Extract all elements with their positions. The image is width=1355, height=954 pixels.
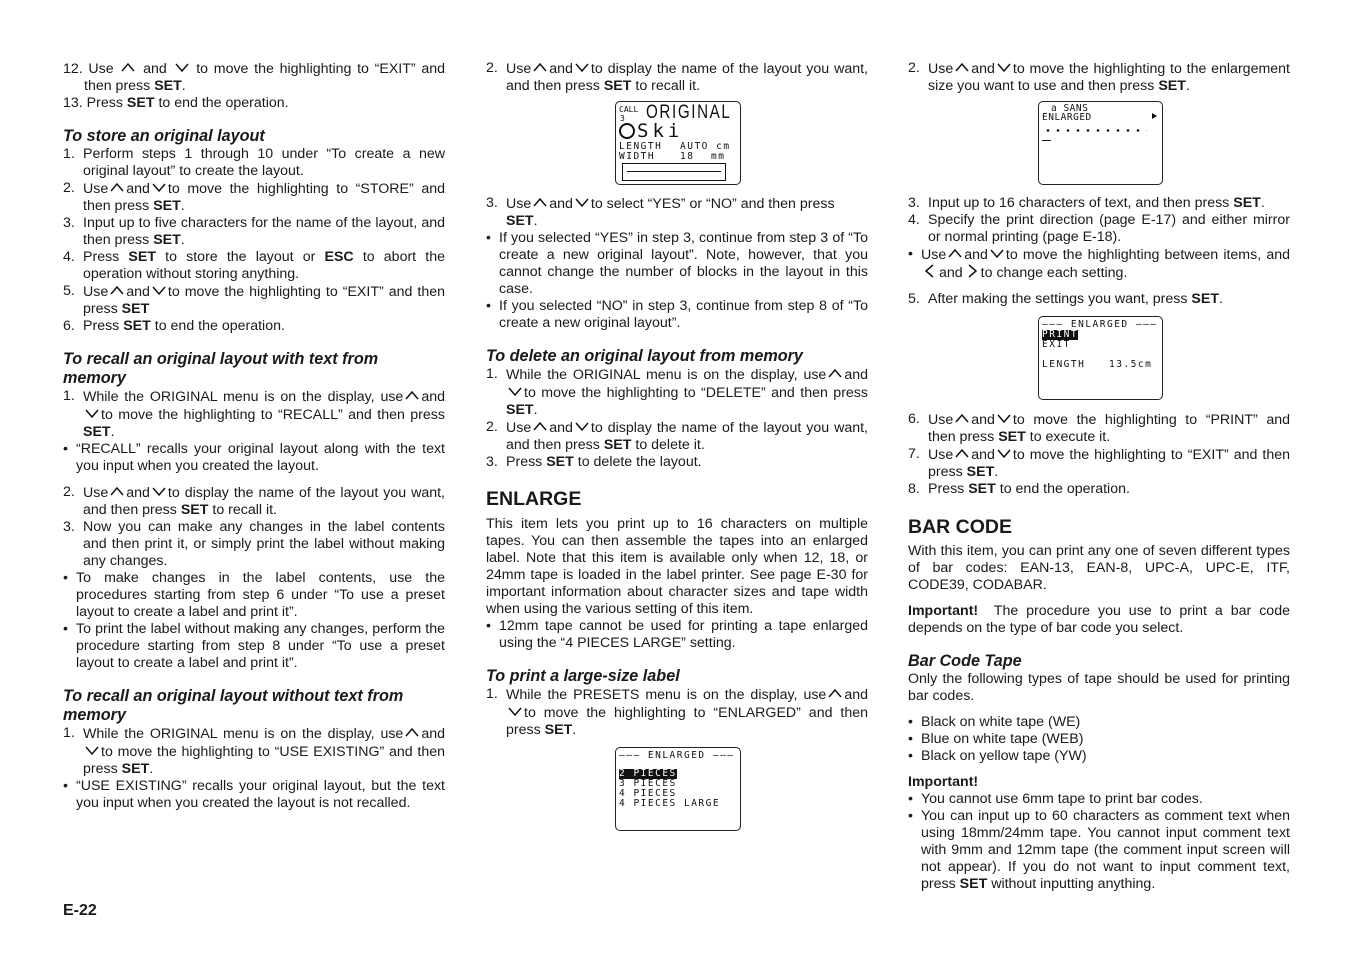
- without-bullet: • “USE EXISTING” recalls your original layout, but the text you input when you created the layout is not recalled.: [63, 778, 445, 811]
- lcd-enlarged-print: ––– ENLARGED ––– PRINT EXIT LENGTH 13.5cm: [1038, 316, 1163, 400]
- up-arrow-icon: [533, 60, 547, 74]
- step-12: 12. Use and to move the highlighting to “EXIT” and then press SET.: [63, 61, 445, 94]
- column-right: [908, 60, 1290, 893]
- up-arrow-icon: [828, 686, 842, 700]
- delete-step-3: 3. Press SET to delete the layout.: [486, 454, 702, 470]
- up-arrow-icon: [948, 246, 962, 260]
- enlarge-step-6: 6. Use and to move the highlighting to “PRINT” and then press SET to execute it.: [908, 411, 1290, 445]
- enlarge-step-7: 7. Use and to move the highlighting to “EXIT” and then press SET.: [908, 446, 1290, 480]
- up-arrow-icon: [110, 283, 124, 297]
- step-13: 13. Press SET to end the operation.: [63, 95, 289, 111]
- heading-enlarge: ENLARGE: [486, 488, 582, 510]
- bar-code-important: Important! The procedure you use to print a bar code depends on the type of bar code you select.: [908, 603, 1290, 636]
- bar-code-paragraph: With this item, you can print any one of seven different types of bar codes: EAN-13, EAN-8, UPC-A, UPC-E, ITF, CODE39, CODABAR.: [908, 543, 1290, 593]
- store-step-4: 4. Press SET to store the layout or ESC to abort the operation without storing anything.: [63, 249, 445, 282]
- enlarge-bullet: • 12mm tape cannot be used for printing a tape enlarged using the “4 PIECES LARGE” setting.: [486, 618, 868, 651]
- up-arrow-icon: [121, 60, 135, 74]
- recall-step-3: 3. Now you can make any changes in the label contents and then print it, or simply print the label without making any changes.: [63, 519, 445, 569]
- lcd-original-display: CALL 3 ORIGINAL Ski LENGTH AUTO cm WIDTH 18 mm: [615, 101, 741, 185]
- down-arrow-icon: [575, 195, 589, 209]
- down-arrow-icon: [990, 246, 1004, 260]
- scroll-indicator-icon: [1152, 113, 1157, 119]
- store-step-3: 3. Input up to five characters for the name of the layout, and then press SET.: [63, 215, 445, 248]
- column-left: [63, 60, 445, 812]
- selected-option: PRINT: [1042, 329, 1079, 340]
- store-step-6: 6. Press SET to end the operation.: [63, 318, 285, 334]
- up-arrow-icon: [405, 725, 419, 739]
- up-arrow-icon: [828, 366, 842, 380]
- section-title-large: To print a large-size label: [486, 667, 680, 685]
- recall-bullet-3: • To print the label without making any changes, perform the procedure starting from step 8 under “To use a preset layout to create a label and print it”.: [63, 621, 445, 671]
- store-step-5: 5. Use and to move the highlighting to “EXIT” and then press SET: [63, 283, 445, 317]
- large-step-1: 1. While the PRESETS menu is on the display, use and to move the highlighting to “ENLARGED” and then press SET.: [486, 686, 868, 738]
- left-arrow-icon: [923, 264, 937, 278]
- down-arrow-icon: [152, 484, 166, 498]
- right-arrow-icon: [965, 264, 979, 278]
- down-arrow-icon: [508, 384, 522, 398]
- up-arrow-icon: [955, 60, 969, 74]
- heading-bar-code: BAR CODE: [908, 516, 1013, 538]
- up-arrow-icon: [110, 484, 124, 498]
- enlarge-setting-bullet: • Use and to move the highlighting between items, and and to change each setting.: [908, 246, 1290, 281]
- down-arrow-icon: [175, 60, 189, 74]
- no-bullet: • If you selected “NO” in step 3, continue from step 8 of “To create a new original layout”.: [486, 298, 868, 331]
- section-title-delete: To delete an original layout from memory: [486, 347, 803, 365]
- lcd-enlarged-input: a SANS ENLARGED: [1038, 101, 1163, 185]
- cursor-circle-icon: [619, 123, 635, 139]
- recall-name-step-2: 2. Use and to display the name of the layout you want, and then press SET to recall it.: [486, 60, 868, 94]
- up-arrow-icon: [110, 180, 124, 194]
- column-middle: [486, 60, 868, 831]
- character-dots: [1043, 129, 1147, 132]
- down-arrow-icon: [85, 743, 99, 757]
- enlarge-step-5: 5. After making the settings you want, press SET.: [908, 291, 1223, 307]
- down-arrow-icon: [997, 411, 1011, 425]
- recall-step-2: 2. Use and to display the name of the layout you want, and then press SET to recall it.: [63, 484, 445, 518]
- recall-step-1: 1. While the ORIGINAL menu is on the display, use and to move the highlighting to “RECALL” and then press SET.: [63, 388, 445, 440]
- down-arrow-icon: [85, 406, 99, 420]
- important-bullet-2: • You can input up to 60 characters as comment text when using 18mm/24mm tape. You cannot input comment text with 9mm and 12mm tape (the comment input screen will not appear). If you do not want to input comment text, press SET without inputting anything.: [908, 808, 1290, 892]
- down-arrow-icon: [997, 446, 1011, 460]
- enlarge-step-4: 4. Specify the print direction (page E-17) and either mirror or normal printing (page E-18).: [908, 212, 1290, 245]
- section-title-without: To recall an original layout without text from memory: [63, 687, 404, 724]
- down-arrow-icon: [152, 283, 166, 297]
- recall-bullet-2: • To make changes in the label contents, use the procedures starting from step 6 under “To use a preset layout to create a label and print it”.: [63, 570, 445, 620]
- down-arrow-icon: [508, 704, 522, 718]
- enlarge-step-2: 2. Use and to move the highlighting to the enlargement size you want to use and then press SET.: [908, 60, 1290, 94]
- section-title-tape: Bar Code Tape: [908, 652, 1022, 670]
- up-arrow-icon: [405, 388, 419, 402]
- enlarge-step-3: 3. Input up to 16 characters of text, and then press SET.: [908, 195, 1265, 211]
- section-title-recall: To recall an original layout with text from memory: [63, 350, 379, 387]
- up-arrow-icon: [955, 446, 969, 460]
- store-step-1: 1. Perform steps 1 through 10 under “To create a new original layout” to create the layout.: [63, 146, 445, 179]
- selected-option: 2 PIECES: [619, 768, 677, 779]
- up-arrow-icon: [533, 419, 547, 433]
- tape-paragraph: Only the following types of tape should be used for printing bar codes.: [908, 671, 1290, 704]
- yes-no-step-3: 3. Use and to select “YES” or “NO” and then press SET.: [486, 195, 835, 229]
- tape-item-yw: • Black on yellow tape (YW): [908, 748, 1087, 764]
- important-bullet-1: • You cannot use 6mm tape to print bar codes.: [908, 791, 1203, 807]
- down-arrow-icon: [152, 180, 166, 194]
- down-arrow-icon: [575, 419, 589, 433]
- section-title-store: To store an original layout: [63, 127, 265, 145]
- up-arrow-icon: [955, 411, 969, 425]
- important-label: Important!: [908, 774, 979, 790]
- store-step-2: 2. Use and to move the highlighting to “STORE” and then press SET.: [63, 180, 445, 214]
- block-layout-bar: [622, 163, 726, 181]
- text-cursor: [1042, 140, 1051, 141]
- down-arrow-icon: [575, 60, 589, 74]
- up-arrow-icon: [533, 195, 547, 209]
- without-step-1: 1. While the ORIGINAL menu is on the display, use and to move the highlighting to “USE EXISTING” and then press SET.: [63, 725, 445, 777]
- enlarge-paragraph: This item lets you print up to 16 characters on multiple tapes. You can then assemble the tapes into an enlarged label. Note that this item is available only when 12, 18, or 24mm tape is loaded in the label printer. See page E-30 for important information about character sizes and tape width when using the various setting of this item.: [486, 516, 868, 617]
- tape-item-web: • Blue on white tape (WEB): [908, 731, 1084, 747]
- down-arrow-icon: [997, 60, 1011, 74]
- page-number: E-22: [63, 902, 97, 919]
- lcd-enlarged-pieces: ––– ENLARGED ––– 2 PIECES 3 PIECES 4 PIECES 4 PIECES LARGE: [615, 747, 741, 831]
- recall-bullet: • “RECALL” recalls your original layout along with the text you input when you created the layout.: [63, 441, 445, 474]
- yes-bullet: • If you selected “YES” in step 3, continue from step 3 of “To create a new original layout”. Note, however, that you cannot change the number of blocks in the layout in this case.: [486, 230, 868, 297]
- tape-item-we: • Black on white tape (WE): [908, 714, 1081, 730]
- delete-step-2: 2. Use and to display the name of the layout you want, and then press SET to delete it.: [486, 419, 868, 453]
- enlarge-step-8: 8. Press SET to end the operation.: [908, 481, 1130, 497]
- delete-step-1: 1. While the ORIGINAL menu is on the display, use and to move the highlighting to “DELETE” and then press SET.: [486, 366, 868, 418]
